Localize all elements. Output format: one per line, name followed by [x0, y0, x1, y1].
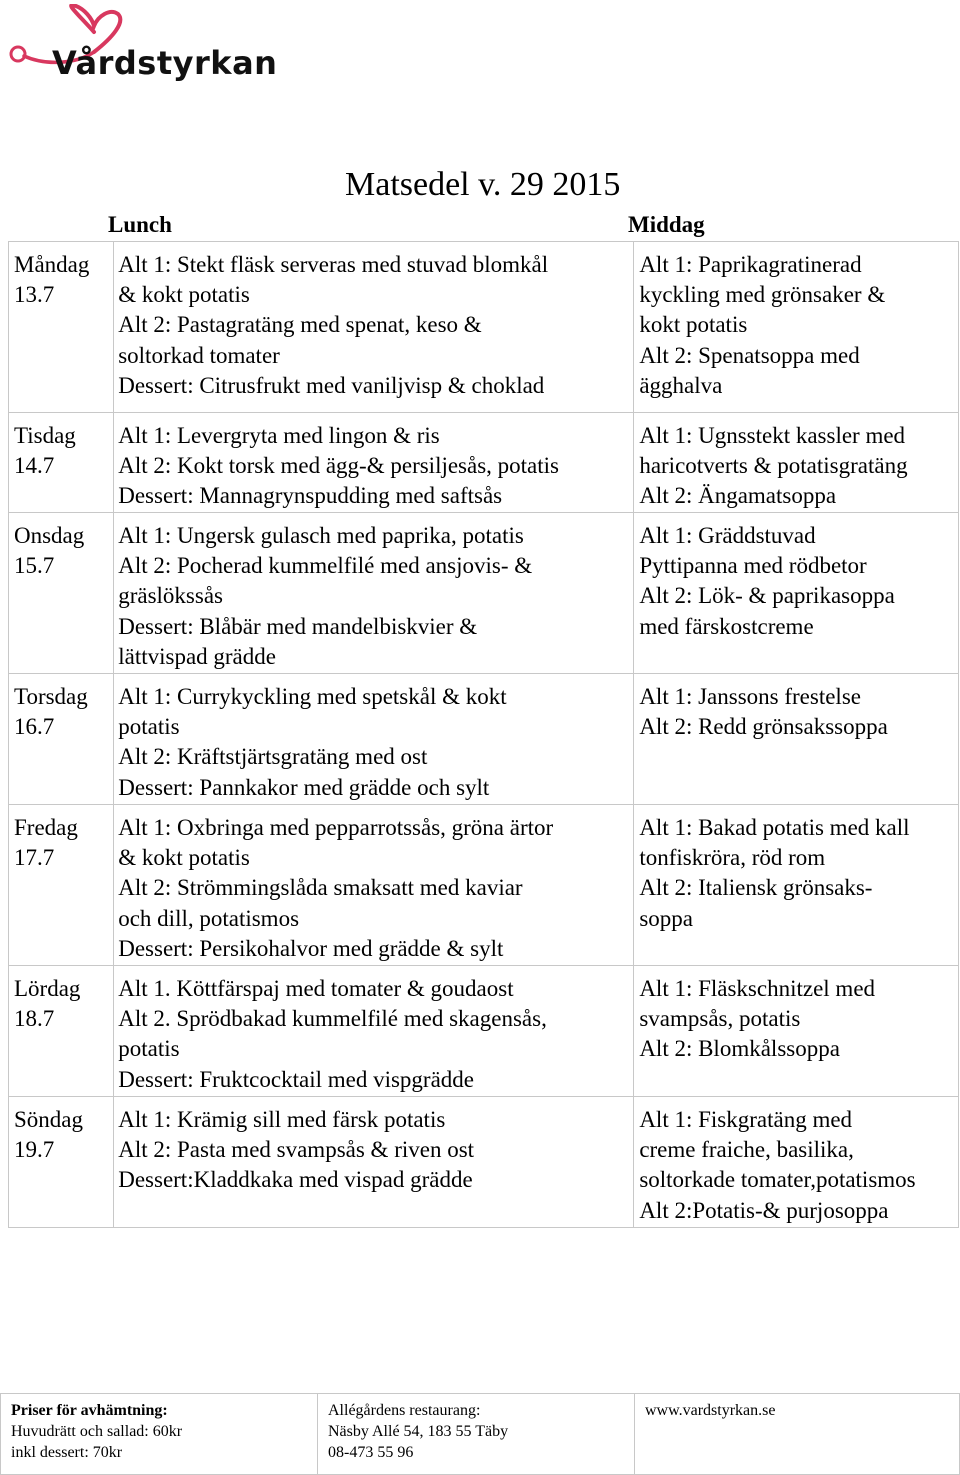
dinner-line: Alt 2:Potatis-& purjosoppa [639, 1197, 889, 1223]
dinner-cell [634, 966, 959, 1097]
day-cell [9, 242, 114, 413]
dinner-line: tonfiskröra, röd rom [639, 845, 826, 871]
day-row [9, 413, 959, 513]
lunch-line: soltorkad tomater [118, 342, 280, 368]
lunch-line: Alt 2: Pastagratäng med spenat, keso & [118, 312, 482, 338]
dinner-line: Alt 1: Janssons frestelse [639, 684, 861, 709]
lunch-line: Dessert:Kladdkaka med vispad grädde [118, 1167, 473, 1193]
restaurant-heading: Allégårdens restaurang: [328, 1402, 481, 1419]
lunch-cell [114, 513, 634, 674]
prices-heading: Priser för avhämtning: [11, 1402, 168, 1419]
day-row [9, 513, 959, 674]
day-row [9, 805, 959, 966]
lunch-line: lättvispad grädde [118, 643, 276, 669]
dinner-line: Alt 2: Italiensk grönsaks- [639, 875, 873, 901]
dinner-line: kokt potatis [639, 312, 748, 338]
footer-prices [1, 1394, 318, 1475]
day-row [9, 966, 959, 1097]
dinner-line: svampsås, potatis [639, 1006, 801, 1032]
dinner-line: soltorkade tomater,potatismos [639, 1167, 916, 1193]
logo-text: Vårdstyrkan [52, 44, 278, 82]
dinner-line: Alt 2: Spenatsoppa med [639, 342, 860, 368]
dinner-line: kyckling med grönsaker & [639, 282, 886, 308]
lunch-line: Dessert: Citrusfrukt med vaniljvisp & choklad [118, 372, 545, 398]
day-row [9, 674, 959, 805]
lunch-line: Alt 1: Ungersk gulasch med paprika, potatis [118, 523, 524, 548]
footer-restaurant [318, 1394, 635, 1475]
dinner-line: Alt 2: Lök- & paprikasoppa [639, 583, 895, 609]
page-title: Matsedel v. 29 2015 [345, 166, 621, 203]
day-cell [9, 1097, 114, 1228]
day-row [9, 242, 959, 413]
lunch-cell [114, 805, 634, 966]
day-date: 18.7 [14, 1006, 55, 1032]
dinner-cell [634, 513, 959, 674]
lunch-line: & kokt potatis [118, 845, 250, 871]
day-cell [9, 513, 114, 674]
dinner-line: ägghalva [639, 372, 723, 398]
day-name: Fredag [14, 815, 78, 840]
day-date: 13.7 [14, 282, 55, 308]
lunch-line: Alt 1: Stekt fläsk serveras med stuvad blomkål [118, 252, 549, 277]
footer-website-cell [635, 1394, 960, 1475]
restaurant-phone: 08-473 55 96 [328, 1444, 414, 1461]
lunch-line: gräslökssås [118, 583, 223, 609]
lunch-cell [114, 966, 634, 1097]
lunch-line: Alt 2: Pasta med svampsås & riven ost [118, 1137, 475, 1163]
dinner-line: haricotverts & potatisgratäng [639, 453, 908, 479]
dinner-line: creme fraiche, basilika, [639, 1137, 854, 1163]
lunch-line: Alt 2: Kokt torsk med ägg-& persiljesås, potatis [118, 453, 559, 479]
dinner-cell [634, 413, 959, 513]
lunch-line: Dessert: Pannkakor med grädde och sylt [118, 774, 490, 800]
day-date: 19.7 [14, 1137, 55, 1163]
lunch-cell [114, 242, 634, 413]
lunch-cell [114, 413, 634, 513]
lunch-line: Dessert: Persikohalvor med grädde & sylt [118, 935, 504, 961]
lunch-line: Alt 1: Krämig sill med färsk potatis [118, 1107, 446, 1132]
lunch-header: Lunch [108, 212, 172, 237]
dinner-line: med färskostcreme [639, 613, 814, 639]
lunch-line: Dessert: Mannagrynspudding med saftsås [118, 483, 503, 509]
prices-line-main: Huvudrätt och sallad: 60kr [11, 1423, 183, 1440]
day-date: 16.7 [14, 714, 55, 740]
lunch-line: Alt 2. Sprödbakad kummelfilé med skagensås, [118, 1006, 547, 1032]
dinner-line: Alt 2: Ängamatsoppa [639, 483, 837, 509]
lunch-line: potatis [118, 1036, 180, 1062]
dinner-cell [634, 805, 959, 966]
lunch-line: potatis [118, 714, 180, 740]
day-name: Lördag [14, 976, 81, 1001]
dinner-cell [634, 242, 959, 413]
dinner-line: Alt 2: Redd grönsakssoppa [639, 714, 888, 740]
lunch-line: Alt 2: Strömmingslåda smaksatt med kaviar [118, 875, 523, 901]
dinner-line: Pyttipanna med rödbetor [639, 553, 867, 579]
website-link[interactable]: www.vardstyrkan.se [645, 1402, 776, 1419]
lunch-line: Dessert: Blåbär med mandelbiskvier & [118, 613, 478, 639]
day-cell [9, 413, 114, 513]
lunch-line: Alt 1: Levergryta med lingon & ris [118, 423, 440, 448]
dinner-line: Alt 1: Fläskschnitzel med [639, 976, 876, 1001]
day-name: Onsdag [14, 523, 85, 548]
lunch-line: Alt 1. Köttfärspaj med tomater & goudaost [118, 976, 514, 1001]
lunch-line: Alt 2: Kräftstjärtsgratäng med ost [118, 744, 428, 770]
dinner-line: Alt 1: Bakad potatis med kall [639, 815, 910, 840]
day-row [9, 1097, 959, 1228]
lunch-line: Alt 2: Pocherad kummelfilé med ansjovis- & [118, 553, 533, 579]
day-date: 15.7 [14, 553, 55, 579]
day-cell [9, 805, 114, 966]
lunch-cell [114, 674, 634, 805]
menu-table [8, 241, 959, 1228]
lunch-line: Alt 1: Currykyckling med spetskål & kokt [118, 684, 507, 709]
day-name: Måndag [14, 252, 90, 277]
dinner-line: Alt 1: Fiskgratäng med [639, 1107, 853, 1132]
day-cell [9, 674, 114, 805]
dinner-line: Alt 1: Ugnsstekt kassler med [639, 423, 906, 448]
lunch-cell [114, 1097, 634, 1228]
footer-table [0, 1393, 960, 1475]
day-date: 17.7 [14, 845, 55, 871]
lunch-line: och dill, potatismos [118, 905, 300, 931]
dinner-cell [634, 674, 959, 805]
lunch-line: & kokt potatis [118, 282, 250, 308]
day-name: Söndag [14, 1107, 83, 1132]
day-name: Tisdag [14, 423, 76, 448]
prices-line-dessert: inkl dessert: 70kr [11, 1444, 123, 1461]
lunch-line: Alt 1: Oxbringa med pepparrotssås, gröna ärtor [118, 815, 554, 840]
day-date: 14.7 [14, 453, 55, 479]
lunch-line: Dessert: Fruktcocktail med vispgrädde [118, 1066, 474, 1092]
dinner-line: Alt 1: Paprikagratinerad [639, 252, 862, 277]
restaurant-address: Näsby Allé 54, 183 55 Täby [328, 1423, 509, 1440]
day-name: Torsdag [14, 684, 88, 709]
dinner-line: Alt 2: Blomkålssoppa [639, 1036, 840, 1062]
dinner-header: Middag [628, 212, 705, 237]
dinner-cell [634, 1097, 959, 1228]
dinner-line: Alt 1: Gräddstuvad [639, 523, 816, 548]
dinner-line: soppa [639, 905, 693, 931]
vardstyrkan-logo [6, 4, 306, 86]
day-cell [9, 966, 114, 1097]
